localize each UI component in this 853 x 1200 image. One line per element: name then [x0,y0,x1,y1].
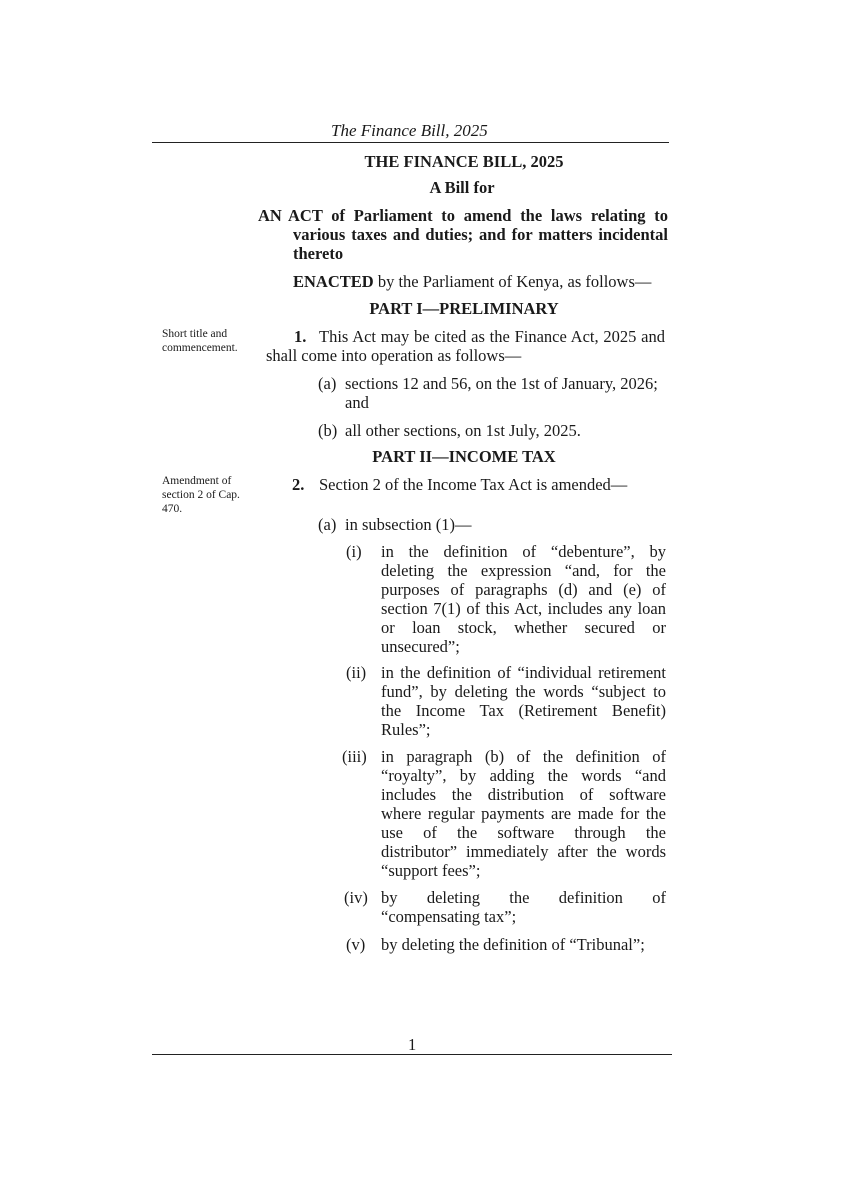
enacted-text: by the Parliament of Kenya, as follows— [377,272,652,291]
act-line-1: ACT of Parliament to amend the laws relating to [288,206,668,225]
margin-note-amendment [162,474,262,516]
item-ii-line: the Income Tax (Retirement Benefit) [381,701,666,720]
section-2-text: Section 2 of the Income Tax Act is amended— [319,475,628,494]
item-iv-line: “compensating tax”; [381,907,517,926]
part-1-heading: PART I—PRELIMINARY [369,299,559,318]
item-iii-line: “support fees”; [381,861,481,880]
margin-note-line: commencement. [162,342,238,354]
running-title: The Finance Bill, 2025 [331,121,488,140]
item-i-label: (i) [346,542,362,561]
subsection-a-label: (a) [318,515,337,534]
item-i-line: unsecured”; [381,637,460,656]
item-v-label: (v) [346,935,366,954]
act-line-3: thereto [293,244,344,263]
item-iii-line: in paragraph (b) of the definition of [381,747,666,766]
item-iii-line: “royalty”, by adding the words “and [381,766,666,785]
enacted-keyword: ENACTED [293,272,374,291]
item-iv-line: by deleting the definition of [381,888,666,907]
header-rule [152,142,669,143]
footer-rule [152,1054,672,1055]
item-a-line-1: sections 12 and 56, on the 1st of January, 2026; [345,374,658,393]
item-iii-text [381,747,666,880]
item-iv-text [381,888,666,926]
item-i-line: section 7(1) of this Act, includes any loan [381,599,666,618]
item-ii-line: Rules”; [381,720,431,739]
item-ii-line: in the definition of “individual retirement [381,663,666,682]
item-a-line-2: and [345,393,369,412]
margin-note-line: Amendment of [162,475,232,487]
item-i-line: deleting the expression “and, for the [381,561,666,580]
item-iv-label: (iv) [344,888,368,907]
item-iii-label: (iii) [342,747,367,766]
enacted-clause [293,272,673,291]
item-iii-line: use of the software through the [381,823,666,842]
bill-subtitle: A Bill for [429,178,495,197]
item-b-text: all other sections, on 1st July, 2025. [345,421,581,440]
item-v-line: by deleting the definition of “Tribunal”; [381,935,645,954]
item-iii-line: distributor” immediately after the words [381,842,666,861]
item-iii-line: where regular payments are made for the [381,804,666,823]
margin-note-line: 470. [162,503,183,515]
section-1-number: 1. [294,327,307,346]
act-prefix: AN [258,206,282,225]
item-i-line: in the definition of “debenture”, by [381,542,666,561]
item-v-text [381,935,671,954]
act-line-2: various taxes and duties; and for matters incidental [293,225,668,244]
subsection-a-text: in subsection (1)— [345,515,472,534]
item-ii-line: fund”, by deleting the words “subject to [381,682,666,701]
margin-note-line: section 2 of Cap. [162,489,240,501]
section-1-line-1: This Act may be cited as the Finance Act, 2025 and [319,327,665,346]
item-iii-line: includes the distribution of software [381,785,666,804]
margin-note-line: Short title and [162,328,228,340]
item-i-line: purposes of paragraphs (d) and (e) of [381,580,666,599]
page-number: 1 [408,1035,417,1054]
item-ii-text [381,663,666,739]
item-b-label: (b) [318,421,338,440]
item-a-label: (a) [318,374,337,393]
item-i-line: or loan stock, whether secured or [381,618,666,637]
bill-title: THE FINANCE BILL, 2025 [364,152,564,171]
section-2-number: 2. [292,475,305,494]
part-2-heading: PART II—INCOME TAX [372,447,556,466]
section-1-line-2: shall come into operation as follows— [266,346,522,365]
margin-note-short-title [162,327,262,355]
item-ii-label: (ii) [346,663,367,682]
item-i-text [381,542,666,656]
